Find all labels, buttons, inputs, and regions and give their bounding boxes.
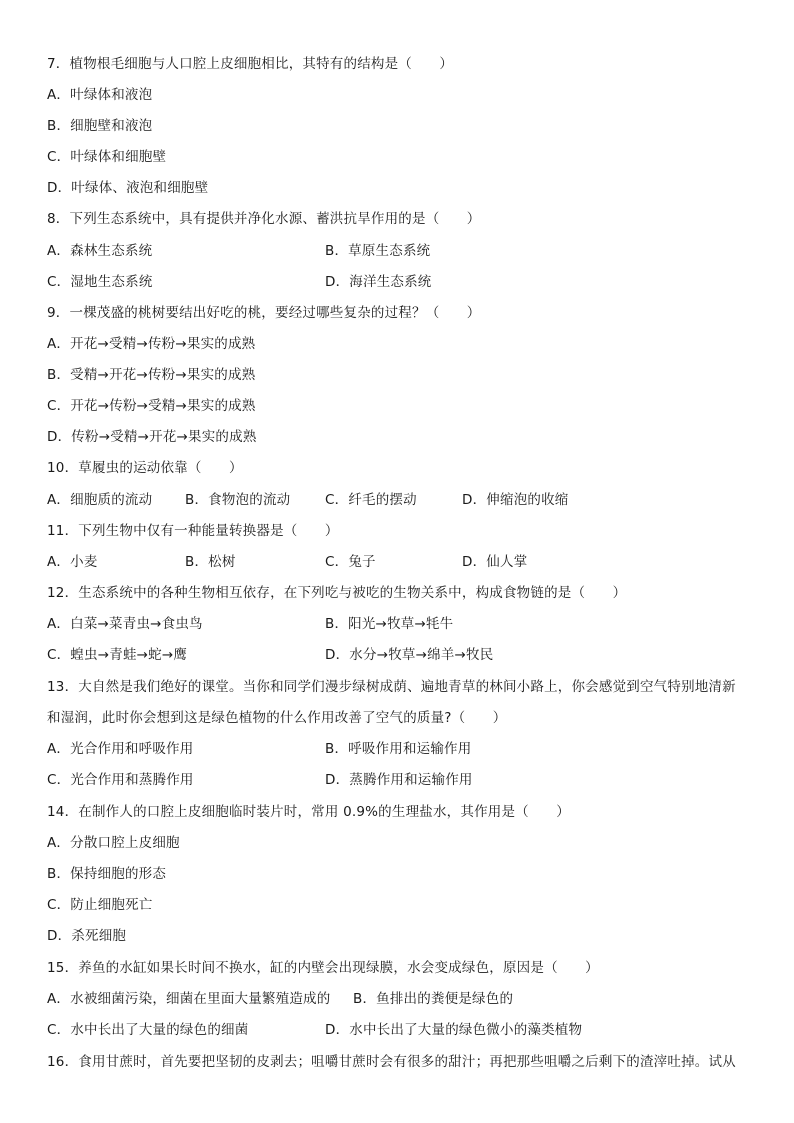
- question-13-option-d: D．蒸腾作用和运输作用: [325, 772, 473, 788]
- question-9-stem: 9．一棵茂盛的桃树要结出好吃的桃，要经过哪些复杂的过程？（ ）: [47, 305, 481, 321]
- question-7-stem: 7．植物根毛细胞与人口腔上皮细胞相比，其特有的结构是（ ）: [47, 56, 454, 72]
- question-9-option-c: C．开花→传粉→受精→果实的成熟: [47, 398, 256, 414]
- question-13-option-b: B．呼吸作用和运输作用: [325, 741, 472, 757]
- question-12-option-b: B．阳光→牧草→牦牛: [325, 616, 454, 632]
- question-7-option-a: A．叶绿体和液泡: [47, 87, 153, 103]
- question-10-stem: 10．草履虫的运动依靠（ ）: [47, 460, 243, 476]
- question-10-option-a: A．细胞质的流动: [47, 492, 153, 508]
- question-11-option-d: D．仙人掌: [462, 554, 528, 570]
- question-14-option-c: C．防止细胞死亡: [47, 897, 153, 913]
- question-14-stem: 14．在制作人的口腔上皮细胞临时装片时，常用 0.9%的生理盐水，其作用是（ ）: [47, 804, 570, 820]
- question-11-option-c: C．兔子: [325, 554, 376, 570]
- question-10-option-d: D．伸缩泡的收缩: [462, 492, 569, 508]
- question-11-option-b: B．松树: [185, 554, 236, 570]
- question-14-option-d: D．杀死细胞: [47, 928, 127, 944]
- question-16-stem: 16．食用甘蔗时，首先要把坚韧的皮剥去；咀嚼甘蔗时会有很多的甜汁；再把那些咀嚼之后剩下的渣滓吐掉。试从: [47, 1054, 736, 1070]
- question-12-stem: 12．生态系统中的各种生物相互依存，在下列吃与被吃的生物关系中，构成食物链的是（ ）: [47, 585, 627, 601]
- question-10-option-b: B．食物泡的流动: [185, 492, 291, 508]
- question-15-option-d: D．水中长出了大量的绿色微小的藻类植物: [325, 1022, 583, 1038]
- question-9-option-d: D．传粉→受精→开花→果实的成熟: [47, 429, 257, 445]
- question-11-option-a: A．小麦: [47, 554, 98, 570]
- question-8-option-d: D．海洋生态系统: [325, 274, 432, 290]
- question-13-option-a: A．光合作用和呼吸作用: [47, 741, 194, 757]
- question-13-option-c: C．光合作用和蒸腾作用: [47, 772, 194, 788]
- question-12-option-a: A．白菜→菜青虫→食虫鸟: [47, 616, 203, 632]
- question-14-option-a: A．分散口腔上皮细胞: [47, 835, 180, 851]
- question-15-stem: 15．养鱼的水缸如果长时间不换水，缸的内壁会出现绿膜，水会变成绿色，原因是（ ）: [47, 960, 599, 976]
- question-8-option-c: C．湿地生态系统: [47, 274, 153, 290]
- question-7-option-c: C．叶绿体和细胞壁: [47, 149, 167, 165]
- question-8-stem: 8．下列生态系统中，具有提供并净化水源、蓄洪抗旱作用的是（ ）: [47, 211, 481, 227]
- question-12-option-c: C．蝗虫→青蛙→蛇→鹰: [47, 647, 188, 663]
- question-15-option-b: B．鱼排出的粪便是绿色的: [353, 991, 514, 1007]
- question-15-option-a: A．水被细菌污染，细菌在里面大量繁殖造成的: [47, 991, 331, 1007]
- question-9-option-a: A．开花→受精→传粉→果实的成熟: [47, 336, 256, 352]
- question-7-option-d: D．叶绿体、液泡和细胞壁: [47, 180, 209, 196]
- question-9-option-b: B．受精→开花→传粉→果实的成熟: [47, 367, 256, 383]
- question-11-stem: 11．下列生物中仅有一种能量转换器是（ ）: [47, 523, 339, 539]
- question-10-option-c: C．纤毛的摆动: [325, 492, 417, 508]
- question-13-stem-line2: 和湿润，此时你会想到这是绿色植物的什么作用改善了空气的质量?（ ）: [47, 710, 507, 726]
- question-8-option-b: B．草原生态系统: [325, 243, 431, 259]
- question-8-option-a: A．森林生态系统: [47, 243, 153, 259]
- question-14-option-b: B．保持细胞的形态: [47, 866, 167, 882]
- question-15-option-c: C．水中长出了大量的绿色的细菌: [47, 1022, 249, 1038]
- question-12-option-d: D．水分→牧草→绵羊→牧民: [325, 647, 494, 663]
- question-7-option-b: B．细胞壁和液泡: [47, 118, 153, 134]
- question-13-stem-line1: 13．大自然是我们绝好的课堂。当你和同学们漫步绿树成荫、遍地青草的林间小路上，你会感觉到空气特别地清新: [47, 679, 736, 695]
